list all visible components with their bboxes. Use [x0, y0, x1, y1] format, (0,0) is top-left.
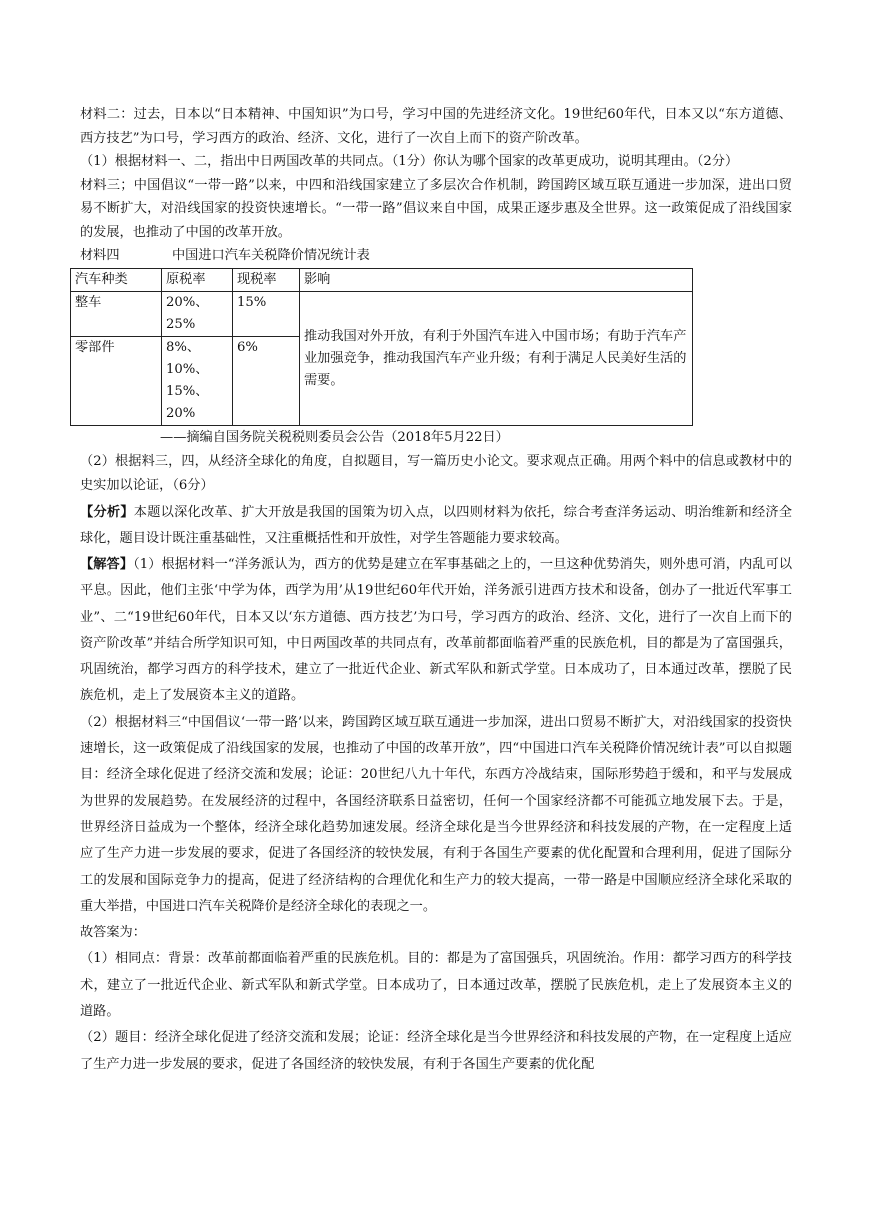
table-source: ——摘编自国务院关税税则委员会公告（2018年5月22日） [160, 430, 509, 445]
analysis-text: 本题以深化改革、扩大开放是我国的国策为切入点，以四则材料为依托，综合考查洋务运动、明治维新和经济全球化，题目设计既注重基础性，又注重概括性和开放性，对学生答题能力要求较高。 [80, 505, 793, 546]
table-header-row [71, 269, 693, 292]
cell-impact: 推动我国对外开放，有利于外国汽车进入中国市场；有助于汽车产业加强竞争，推动我国汽车产业升级；有利于满足人民美好生活的需要。 [300, 292, 693, 426]
material-four-header [80, 244, 792, 268]
conclusion-label: 故答案为： [80, 925, 146, 941]
material-three: 材料三；中国倡议“一带一路”以来，中四和沿线国家建立了多层次合作机制，跨国跨区域互联互通进一步加深，进出口贸易不断扩大，对沿线国家的投资快速增长。“一带一路”倡议来自中国，成果正逐步惠及全世界。这一政策促成了沿线国家的发展，也推动了中国的改革开放。 [80, 177, 792, 240]
cell-current: 6% [233, 337, 300, 426]
question-two: （2）根据料三，四，从经济全球化的角度，自拟题目，写一篇历史小论文。要求观点正确。用两个料中的信息或教材中的史实加以论证，（6分） [80, 454, 792, 493]
answer-paragraph [80, 552, 792, 710]
document-page [75, 103, 793, 1078]
header-car-type: 汽车种类 [71, 269, 162, 292]
tariff-table [70, 268, 693, 426]
analysis-paragraph [80, 500, 792, 552]
final-answer-two: （2）题目：经济全球化促进了经济交流和发展；论证：经济全球化是当今世界经济和科技发展的产物，在一定程度上适应了生产力进一步发展的要求，促进了各国经济的较快发展，有利于各国生产要素的优化配 [80, 1030, 792, 1072]
cell-type: 零部件 [71, 337, 162, 426]
material-two: 材料二：过去，日本以“日本精神、中国知识”为口号，学习中国的先进经济文化。19世纪60年代，日本又以“东方道德、西方技艺”为口号，学习西方的政治、经济、文化，进行了一次自上而下的资产阶改革。 [80, 107, 792, 146]
material-four-label: 材料四 [80, 248, 120, 263]
header-original-rate: 原税率 [162, 269, 233, 292]
cell-type: 整车 [71, 292, 162, 337]
table-row [71, 292, 693, 337]
analysis-label: 【分析】 [80, 505, 134, 520]
answer-two: （2）根据材料三“中国倡议‘一带一路’以来，跨国跨区域互联互通进一步加深，进出口贸易不断扩大，对沿线国家的投资快速增长，这一政策促成了沿线国家的发展，也推动了中国的改革开放”，四“中国进口汽车关税降价情况统计表”可以自拟题目：经济全球化促进了经济交流和发展；论证：20世纪八九十年代，东西方冷战结束，国际形势趋于缓和，和平与发展成为世界的发展趋势。在发展经济的过程中，各国经济联系日益密切，任何一个国家经济都不可能孤立地发展下去。于是，世界经济日益成为一个整体，经济全球化趋势加速发展。经济全球化是当今世界经济和科技发展的产物，在一定程度上适应了生产力进一步发展的要求，促进了各国经济的较快发展，有利于各国生产要素的优化配置和合理利用，促进了国际分工的发展和国际竞争力的提高，促进了经济结构的合理优化和生产力的较大提高，一带一路是中国顺应经济全球化采取的重大举措，中国进口汽车关税降价是经济全球化的表现之一。 [80, 714, 792, 914]
table-title: 中国进口汽车关税降价情况统计表 [172, 248, 370, 263]
question-one: （1）根据材料一、二，指出中日两国改革的共同点。（1分）你认为哪个国家的改革更成功，说明其理由。（2分） [80, 154, 739, 169]
answer-label: 【解答】 [80, 557, 134, 572]
header-impact: 影响 [300, 269, 693, 292]
final-answer-one: （1）相同点：背景：改革前都面临着严重的民族危机。目的：都是为了富国强兵，巩固统治。作用：都学习西方的科学技术，建立了一批近代企业、新式军队和新式学堂。日本成功了，日本通过改革，摆脱了民族危机，走上了发展资本主义的道路。 [80, 951, 792, 1020]
header-current-rate: 现税率 [233, 269, 300, 292]
cell-original: 8%、10%、15%、20% [162, 337, 233, 426]
answer-one: （1）根据材料一“洋务派认为，西方的优势是建立在军事基础之上的，一旦这种优势消失，则外患可消，内乱可以平息。因此，他们主张‘中学为体，西学为用’从19世纪60年代开始，洋务派引进西方技术和设备，创办了一批近代军事工业”、二“19世纪60年代，日本又以‘东方道德、西方技艺’为口号，学习西方的政治、经济、文化，进行了一次自上而下的资产阶改革”并结合所学知识可知，中日两国改革的共同点有，改革前都面临着严重的民族危机，目的都是为了富国强兵，巩固统治，都学习西方的科学技术，建立了一批近代企业、新式军队和新式学堂。日本成功了，日本通过改革，摆脱了民族危机，走上了发展资本主义的道路。 [80, 557, 793, 704]
cell-current: 15% [233, 292, 300, 337]
cell-original: 20%、25% [162, 292, 233, 337]
